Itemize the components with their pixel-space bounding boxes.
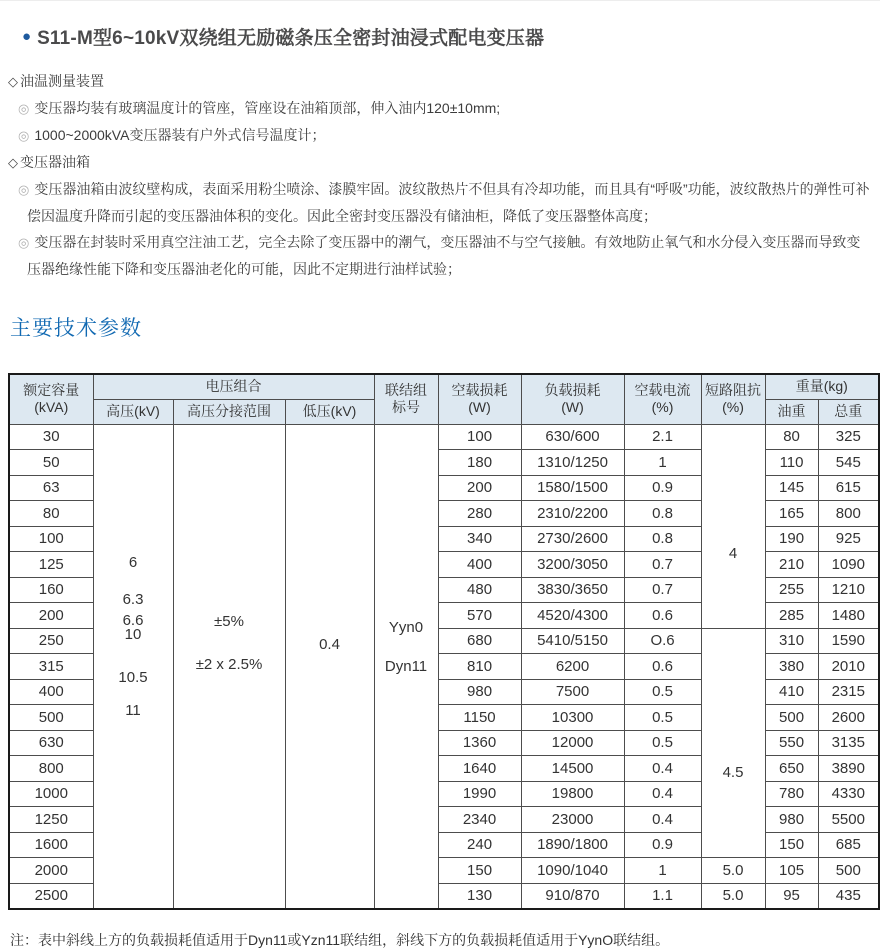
cell-kva: 50 xyxy=(9,450,93,476)
cell-current: 0.9 xyxy=(624,475,701,501)
col-header-capacity xyxy=(9,374,93,424)
cell-noload: 200 xyxy=(438,475,521,501)
col-header-impedance-l2: (%) xyxy=(722,399,744,416)
cell-kva: 630 xyxy=(9,730,93,756)
cell-noload: 980 xyxy=(438,679,521,705)
cell-load: 14500 xyxy=(521,756,624,782)
cell-total: 925 xyxy=(818,526,879,552)
cell-oil: 780 xyxy=(765,781,818,807)
cell-kva: 2000 xyxy=(9,858,93,884)
cell-current: 1 xyxy=(624,450,701,476)
hv-value: 10 xyxy=(124,625,142,643)
cell-noload: 480 xyxy=(438,577,521,603)
feature-item xyxy=(8,122,872,149)
cell-oil: 145 xyxy=(765,475,818,501)
cell-oil: 210 xyxy=(765,552,818,578)
feature-item xyxy=(8,176,872,229)
cell-total: 2010 xyxy=(818,654,879,680)
cell-total: 1480 xyxy=(818,603,879,629)
cell-lv-merged xyxy=(285,424,374,909)
cell-kva: 250 xyxy=(9,628,93,654)
cell-total: 685 xyxy=(818,832,879,858)
col-header-current-l1: 空载电流 xyxy=(634,382,691,399)
cell-oil: 380 xyxy=(765,654,818,680)
cell-oil: 255 xyxy=(765,577,818,603)
col-header-weight: 重量(kg) xyxy=(765,374,879,399)
cell-load: 630/600 xyxy=(521,424,624,450)
diamond-icon: ◇ xyxy=(8,155,18,170)
cell-kva: 800 xyxy=(9,756,93,782)
cell-total: 3135 xyxy=(818,730,879,756)
feature-list xyxy=(8,68,872,282)
cell-total: 1590 xyxy=(818,628,879,654)
col-header-tap-range: 高压分接范围 xyxy=(173,399,285,424)
cell-kva: 1000 xyxy=(9,781,93,807)
cell-load: 2310/2200 xyxy=(521,501,624,527)
cell-noload: 400 xyxy=(438,552,521,578)
cell-noload: 1360 xyxy=(438,730,521,756)
cell-current: 2.1 xyxy=(624,424,701,450)
col-header-load-l1: 负载损耗 xyxy=(544,382,601,399)
cell-kva: 63 xyxy=(9,475,93,501)
page-title: S11-M型6~10kV双绕组无励磁条压全密封油浸式配电变压器 xyxy=(37,28,545,49)
cell-kva: 2500 xyxy=(9,883,93,909)
cell-oil: 310 xyxy=(765,628,818,654)
cell-impedance: 5.0 xyxy=(701,858,765,884)
cell-current: 0.5 xyxy=(624,679,701,705)
cell-load: 910/870 xyxy=(521,883,624,909)
cell-current: 0.5 xyxy=(624,730,701,756)
feature-item xyxy=(8,95,872,122)
col-header-voltage-combo: 电压组合 xyxy=(93,374,374,399)
cell-current: 0.5 xyxy=(624,705,701,731)
ring-bullet-icon: ◎ xyxy=(18,128,30,143)
spec-table-body xyxy=(9,424,879,909)
cell-kva: 315 xyxy=(9,654,93,680)
cell-noload: 1150 xyxy=(438,705,521,731)
cell-impedance-group2 xyxy=(701,628,765,858)
cell-current: 1.1 xyxy=(624,883,701,909)
ring-bullet-icon: ◎ xyxy=(18,182,30,197)
cell-noload: 2340 xyxy=(438,807,521,833)
cell-load: 23000 xyxy=(521,807,624,833)
cell-noload: 130 xyxy=(438,883,521,909)
cell-noload: 1990 xyxy=(438,781,521,807)
col-header-noload-loss xyxy=(438,374,521,424)
cell-load: 1580/1500 xyxy=(521,475,624,501)
cell-total: 615 xyxy=(818,475,879,501)
feature-item-text: 1000~2000kVA变压器装有户外式信号温度计； xyxy=(34,127,326,143)
cell-kva: 80 xyxy=(9,501,93,527)
col-header-capacity-l1: 额定容量 xyxy=(23,382,80,399)
cell-total: 500 xyxy=(818,858,879,884)
col-header-noload-l1: 空载损耗 xyxy=(451,382,508,399)
cell-oil: 80 xyxy=(765,424,818,450)
cell-noload: 1640 xyxy=(438,756,521,782)
cell-noload: 340 xyxy=(438,526,521,552)
cell-oil: 285 xyxy=(765,603,818,629)
cell-current: 0.4 xyxy=(624,756,701,782)
feature-group-title-text: 油温测量装置 xyxy=(20,73,104,89)
cell-kva: 30 xyxy=(9,424,93,450)
feature-group-title-text: 变压器油箱 xyxy=(20,154,90,170)
cell-impedance: 5.0 xyxy=(701,883,765,909)
col-header-oil-weight: 油重 xyxy=(765,399,818,424)
cell-oil: 550 xyxy=(765,730,818,756)
col-header-impedance-l1: 短路阻抗 xyxy=(705,382,762,399)
cell-total: 545 xyxy=(818,450,879,476)
cell-load: 19800 xyxy=(521,781,624,807)
col-header-total-weight: 总重 xyxy=(818,399,879,424)
cell-total: 4330 xyxy=(818,781,879,807)
col-header-noload-current xyxy=(624,374,701,424)
vector-values xyxy=(375,619,438,675)
cell-kva: 1600 xyxy=(9,832,93,858)
cell-hv-merged xyxy=(93,424,173,909)
cell-total: 1210 xyxy=(818,577,879,603)
cell-oil: 980 xyxy=(765,807,818,833)
diamond-icon: ◇ xyxy=(8,74,18,89)
cell-noload: 810 xyxy=(438,654,521,680)
cell-oil: 150 xyxy=(765,832,818,858)
cell-kva: 400 xyxy=(9,679,93,705)
cell-oil: 650 xyxy=(765,756,818,782)
cell-current: 0.4 xyxy=(624,781,701,807)
cell-load: 3200/3050 xyxy=(521,552,624,578)
cell-current: 0.7 xyxy=(624,577,701,603)
spec-table-header xyxy=(9,374,879,424)
cell-total: 2315 xyxy=(818,679,879,705)
cell-oil: 410 xyxy=(765,679,818,705)
cell-noload: 180 xyxy=(438,450,521,476)
cell-kva: 500 xyxy=(9,705,93,731)
cell-load: 7500 xyxy=(521,679,624,705)
cell-current: 0.8 xyxy=(624,501,701,527)
cell-total: 1090 xyxy=(818,552,879,578)
col-header-lv: 低压(kV) xyxy=(285,399,374,424)
cell-load: 3830/3650 xyxy=(521,577,624,603)
vector-value: Dyn11 xyxy=(384,658,428,675)
col-header-current-l2: (%) xyxy=(651,399,674,416)
cell-current: 0.6 xyxy=(624,603,701,629)
cell-noload: 100 xyxy=(438,424,521,450)
cell-vector-merged xyxy=(374,424,438,909)
cell-load: 1890/1800 xyxy=(521,832,624,858)
cell-kva: 100 xyxy=(9,526,93,552)
cell-total: 800 xyxy=(818,501,879,527)
col-header-capacity-l2: (kVA) xyxy=(34,399,69,416)
impedance-value: 4.5 xyxy=(722,764,744,782)
hv-value: 11 xyxy=(125,701,141,719)
cell-load: 6200 xyxy=(521,654,624,680)
hv-value: 6.6 xyxy=(122,611,144,629)
vector-value: Yyn0 xyxy=(388,619,424,636)
cell-tap-merged xyxy=(173,424,285,909)
hv-value: 6 xyxy=(128,553,138,571)
table-footnote: 注：表中斜线上方的负载损耗值适用于Dyn11或Yzn11联结组，斜线下方的负载损耗值适用于YynO联结组。 xyxy=(10,931,670,948)
cell-oil: 190 xyxy=(765,526,818,552)
table-row xyxy=(9,424,879,450)
cell-current: 0.8 xyxy=(624,526,701,552)
col-header-hv: 高压(kV) xyxy=(93,399,173,424)
feature-group-title xyxy=(8,149,872,176)
cell-current: 0.6 xyxy=(624,654,701,680)
col-header-vector-l1: 联结组 xyxy=(385,382,428,399)
cell-noload: 280 xyxy=(438,501,521,527)
cell-current: O.6 xyxy=(624,628,701,654)
tap-value: ±2 x 2.5% xyxy=(195,656,263,673)
cell-total: 325 xyxy=(818,424,879,450)
cell-total: 3890 xyxy=(818,756,879,782)
cell-load: 1310/1250 xyxy=(521,450,624,476)
cell-noload: 680 xyxy=(438,628,521,654)
cell-current: 0.7 xyxy=(624,552,701,578)
hv-values xyxy=(94,554,173,719)
cell-current: 0.9 xyxy=(624,832,701,858)
cell-current: 0.4 xyxy=(624,807,701,833)
cell-load: 10300 xyxy=(521,705,624,731)
col-header-noload-l2: (W) xyxy=(468,399,491,416)
impedance-value: 4 xyxy=(728,544,738,562)
col-header-vector-l2: 标号 xyxy=(392,399,421,416)
feature-item xyxy=(8,229,872,282)
cell-kva: 160 xyxy=(9,577,93,603)
cell-oil: 105 xyxy=(765,858,818,884)
col-header-impedance xyxy=(701,374,765,424)
bullet-dot-icon: ● xyxy=(22,28,32,45)
cell-noload: 570 xyxy=(438,603,521,629)
cell-load: 1090/1040 xyxy=(521,858,624,884)
feature-item-text: 变压器均装有玻璃温度计的管座，管座设在油箱顶部，伸入油内120±10mm; xyxy=(34,100,501,116)
cell-load: 4520/4300 xyxy=(521,603,624,629)
cell-load: 5410/5150 xyxy=(521,628,624,654)
cell-noload: 240 xyxy=(438,832,521,858)
spec-table xyxy=(8,373,880,910)
hv-value: 6.3 xyxy=(122,590,144,608)
lv-value: 0.4 xyxy=(319,635,340,653)
feature-group-title xyxy=(8,68,872,95)
cell-oil: 95 xyxy=(765,883,818,909)
cell-noload: 150 xyxy=(438,858,521,884)
section-heading: 主要技术参数 xyxy=(10,317,142,340)
cell-total: 435 xyxy=(818,883,879,909)
col-header-load-l2: (W) xyxy=(561,399,584,416)
cell-total: 5500 xyxy=(818,807,879,833)
tap-value: ±5% xyxy=(214,613,244,630)
col-header-vector-group xyxy=(374,374,438,424)
cell-kva: 200 xyxy=(9,603,93,629)
cell-current: 1 xyxy=(624,858,701,884)
cell-impedance-group1 xyxy=(701,424,765,628)
feature-item-text: 变压器在封装时采用真空注油工艺，完全去除了变压器中的潮气，变压器油不与空气接触。有效地防止氧气和水分侵入变压器而导致变压器绝缘性能下降和变压器油老化的可能，因此不定期进行油样试验； xyxy=(27,234,861,277)
cell-load: 2730/2600 xyxy=(521,526,624,552)
cell-load: 12000 xyxy=(521,730,624,756)
cell-oil: 500 xyxy=(765,705,818,731)
cell-oil: 165 xyxy=(765,501,818,527)
feature-item-text: 变压器油箱由波纹壁构成，表面采用粉尘喷涂、漆膜牢固。波纹散热片不但具有冷却功能，而且具有“呼吸”功能，波纹散热片的弹性可补偿因温度升降而引起的变压器油体积的变化。因此全密封变压器没有储油柜，降低了变压器整体高度； xyxy=(27,181,870,224)
cell-kva: 1250 xyxy=(9,807,93,833)
ring-bullet-icon: ◎ xyxy=(18,235,30,250)
cell-total: 2600 xyxy=(818,705,879,731)
col-header-load-loss xyxy=(521,374,624,424)
hv-value: 10.5 xyxy=(118,668,148,686)
cell-oil: 110 xyxy=(765,450,818,476)
page-title-row xyxy=(22,23,872,50)
cell-kva: 125 xyxy=(9,552,93,578)
ring-bullet-icon: ◎ xyxy=(18,101,30,116)
tap-values xyxy=(174,613,285,673)
